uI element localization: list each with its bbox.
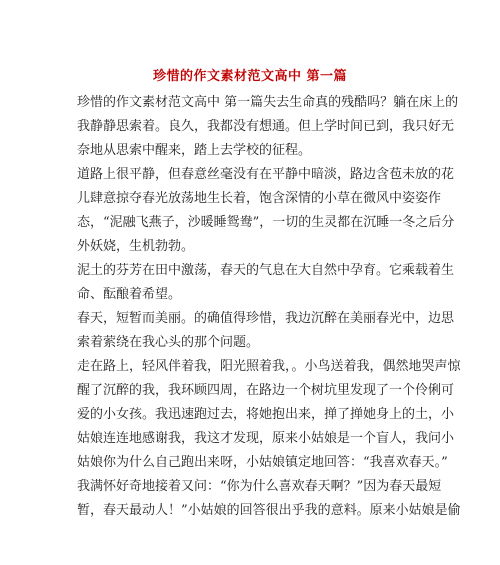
text-line: 奈地从思索中醒来，踏上去学校的征程。 <box>77 143 312 158</box>
paragraph <box>77 91 459 163</box>
text-line: 命、酝酿着希望。 <box>77 287 182 302</box>
paragraph <box>77 259 455 307</box>
text-line: 态，“泥融飞燕子，沙暖睡鸳鸯”，一切的生灵都在沉睡一冬之后分 <box>77 215 455 230</box>
document-title: 珍惜的作文素材范文高中 第一篇 <box>152 69 348 84</box>
paragraph <box>77 163 455 259</box>
text-line: 索着萦绕在我心头的那个问题。 <box>77 335 260 350</box>
paragraph <box>77 355 461 523</box>
text-line: 我静静思索着。良久，我都没有想通。但上学时间已到，我只好无 <box>77 119 455 134</box>
text-line: 姑娘连连地感谢我，我这才发现，原来小姑娘是一个盲人，我问小 <box>77 431 455 446</box>
text-line: 醒了沉醉的我，我环顾四周，在路边一个树坑里发现了一个伶俐可 <box>77 383 455 398</box>
text-line: 珍惜的作文素材范文高中 第一篇失去生命真的残酷吗？躺在床上的 <box>77 95 459 110</box>
text-line: 泥土的芬芳在田中激荡，春天的气息在大自然中孕育。它乘载着生 <box>77 263 455 278</box>
text-line: 我满怀好奇地接着又问：“你为什么喜欢春天啊？”因为春天最短 <box>77 479 442 494</box>
text-line: 道路上很平静，但春意丝毫没有在平静中暗淡，路边含苞未放的花 <box>77 167 455 182</box>
text-line: 走在路上，轻风伴着我，阳光照着我，。小鸟送着我，偶然地哭声惊 <box>77 359 461 374</box>
text-line: 爱的小女孩。我迅速跑过去，将她抱出来，掸了掸她身上的土，小 <box>77 407 455 422</box>
text-line: 暂，春天最动人！”小姑娘的回答很出乎我的意料。原来小姑娘是偷 <box>77 503 461 518</box>
text-line: 春天，短暂而美丽。的确值得珍惜，我边沉醉在美丽春光中，边思 <box>77 311 455 326</box>
text-line: 儿肆意掠夺春光放荡地生长着，饱含深情的小草在微风中姿姿作 <box>77 191 442 206</box>
paragraph <box>77 307 455 355</box>
text-line: 外妖娆，生机勃勃。 <box>77 239 195 254</box>
document-body <box>77 91 461 523</box>
text-line: 姑娘你为什么自己跑出来呀，小姑娘镇定地回答：“我喜欢春天。” <box>77 455 448 470</box>
